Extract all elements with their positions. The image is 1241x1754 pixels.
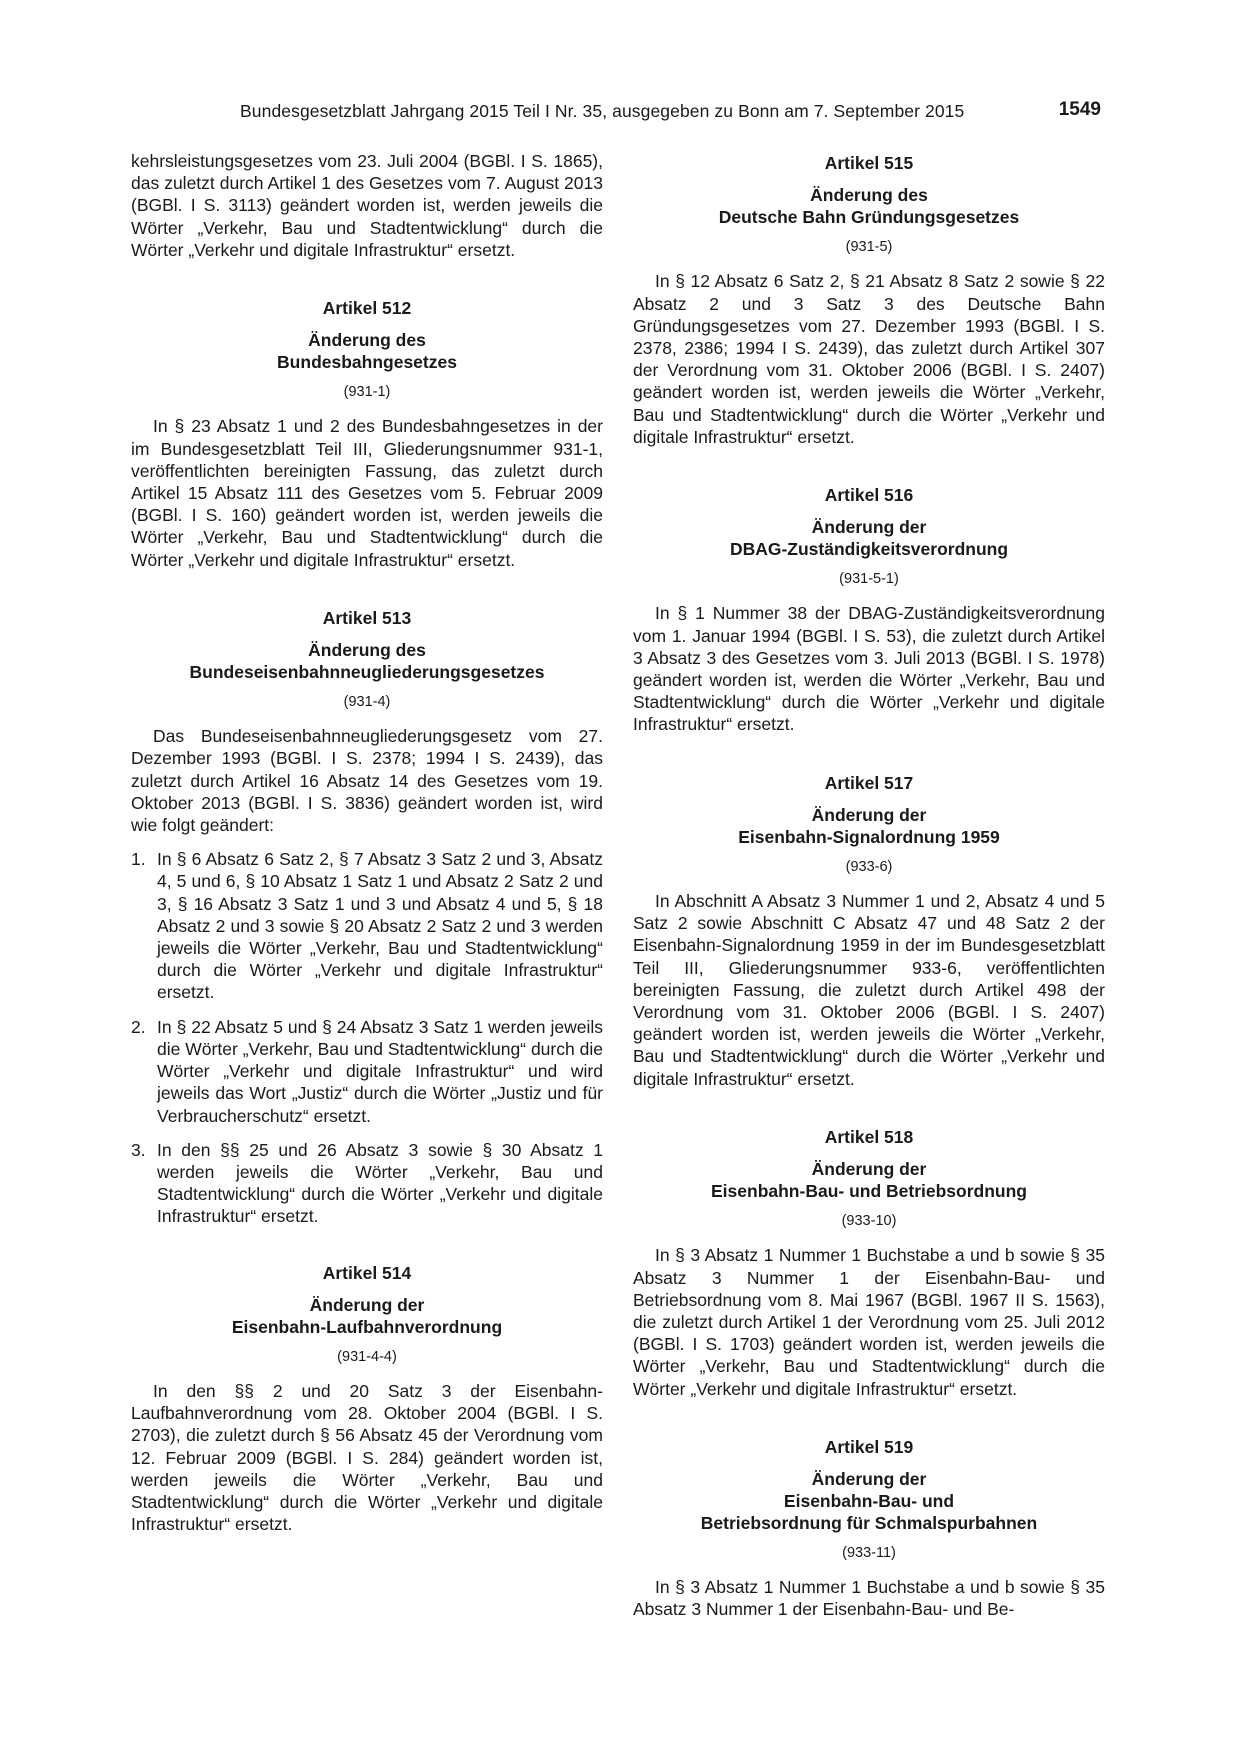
article-heading-line: Eisenbahn-Signalordnung 1959 <box>738 826 1000 847</box>
article-heading <box>633 184 1105 228</box>
article-heading-line: Eisenbahn-Bau- und <box>783 1490 955 1511</box>
list-item <box>131 848 603 1003</box>
article-body: In § 1 Nummer 38 der DBAG-Zuständigkeitsverordnung vom 1. Januar 1994 (BGBl. I S. 53), die zuletzt durch Artikel 3 Absatz 3 des Gesetzes vom 3. Juli 2013 (BGBl. I S. 1978) geändert worden ist, werden die Wörter „Verkehr, Bau und Stadtentwicklung“ durch die Wörter „Verkehr und digitale Infrastruktur“ ersetzt. <box>633 603 1105 735</box>
article-heading-line: Bundeseisenbahnneugliederungsgesetzes <box>189 662 545 683</box>
page-number: 1549 <box>1058 99 1101 120</box>
article-title: Artikel 514 <box>322 1262 412 1283</box>
article-heading-line: Änderung des <box>810 185 928 206</box>
article-512 <box>131 297 603 571</box>
article-title: Artikel 519 <box>824 1436 914 1457</box>
article-code: (933-6) <box>845 858 893 875</box>
article-body: In § 3 Absatz 1 Nummer 1 Buchstabe a und b sowie § 35 Absatz 3 Nummer 1 der Eisenbahn-Bau- und Be- <box>633 1577 1105 1620</box>
amendment-list <box>131 848 603 1227</box>
article-519 <box>633 1436 1105 1621</box>
left-column <box>131 150 603 1535</box>
list-item-text: In den §§ 25 und 26 Absatz 3 sowie § 30 Absatz 1 werden jeweils die Wörter „Verkehr, Bau und Stadtentwicklung“ durch die Wörter „Verkehr und digitale Infrastruktur“ ersetzt. <box>157 1139 603 1227</box>
article-code: (931-5) <box>845 239 893 256</box>
article-body: In den §§ 2 und 20 Satz 3 der Eisenbahn-Laufbahnverordnung vom 28. Oktober 2004 (BGBl. I S. 2703), die zuletzt durch § 56 Absatz 45 der Verordnung vom 12. Februar 2009 (BGBl. I S. 284) geändert worden ist, werden jeweils die Wörter „Verkehr, Bau und Stadtentwicklung“ durch die Wörter „Verkehr und digitale Infrastruktur“ ersetzt. <box>131 1380 603 1535</box>
article-heading <box>131 329 603 373</box>
article-body: In Abschnitt A Absatz 3 Nummer 1 und 2, Absatz 4 und 5 Satz 2 sowie Abschnitt C Absatz 47 und 48 Satz 2 der Eisenbahn-Signalordnung 1959 in der im Bundesgesetzblatt Teil III, Gliederungsnummer 933-6, veröffentlichten bereinigten Fassung, die zuletzt durch Artikel 498 der Verordnung vom 31. Oktober 2006 (BGBl. I S. 2407) geändert worden ist, werden jeweils die Wörter „Verkehr, Bau und Stadtentwicklung“ durch die Wörter „Verkehr und digitale Infrastruktur“ ersetzt. <box>633 891 1105 1089</box>
article-title: Artikel 512 <box>322 298 412 319</box>
article-heading-line: Betriebsordnung für Schmalspurbahnen <box>700 1512 1038 1533</box>
list-item-number: 1. <box>131 849 146 870</box>
article-heading <box>633 1468 1105 1534</box>
article-517 <box>633 772 1105 1090</box>
article-heading <box>633 804 1105 848</box>
article-515 <box>633 152 1105 448</box>
list-item-text: In § 6 Absatz 6 Satz 2, § 7 Absatz 3 Satz 2 und 3, Absatz 4, 5 und 6, § 10 Absatz 1 Satz 1 und Absatz 2 Satz 2 und 3, § 16 Absatz 3 Satz 1 und 3 und Absatz 4 und 5, § 18 Absatz 2 und 3 sowie § 20 Absatz 2 Satz 2 und 3 werden jeweils die Wörter „Verkehr, Bau und Stadtentwicklung“ durch die Wörter „Verkehr und digitale Infrastruktur“ ersetzt. <box>157 849 603 1003</box>
article-code: (931-1) <box>343 384 391 401</box>
article-code: (933-11) <box>842 1544 896 1561</box>
right-column <box>633 152 1105 1621</box>
article-518 <box>633 1126 1105 1400</box>
article-title: Artikel 518 <box>824 1126 914 1147</box>
article-heading <box>633 516 1105 560</box>
article-heading-line: Eisenbahn-Laufbahnverordnung <box>231 1316 503 1337</box>
article-516 <box>633 484 1105 736</box>
article-514 <box>131 1262 603 1536</box>
list-item-text: In § 22 Absatz 5 und § 24 Absatz 3 Satz 1 werden jeweils die Wörter „Verkehr, Bau und Stadtentwicklung“ durch die Wörter „Verkehr und digitale Infrastruktur“ und wird jeweils das Wort „Justiz“ durch die Wörter „Justiz und für Verbraucherschutz“ ersetzt. <box>157 1016 603 1126</box>
article-heading-line: Deutsche Bahn Gründungsgesetzes <box>718 207 1020 228</box>
article-heading-line: Änderung der <box>309 1294 425 1315</box>
article-title: Artikel 516 <box>824 485 914 506</box>
article-heading-line: Änderung der <box>811 1468 927 1489</box>
article-heading-line: Änderung der <box>811 1159 927 1180</box>
article-body: In § 23 Absatz 1 und 2 des Bundesbahngesetzes in der im Bundesgesetzblatt Teil III, Gliederungsnummer 931-1, veröffentlichten bereinigten Fassung, das zuletzt durch Artikel 15 Absatz 111 des Gesetzes vom 5. Februar 2009 (BGBl. I S. 160) geändert worden ist, werden jeweils die Wörter „Verkehr, Bau und Stadtentwicklung“ durch die Wörter „Verkehr und digitale Infrastruktur“ ersetzt. <box>131 416 603 570</box>
article-body: In § 3 Absatz 1 Nummer 1 Buchstabe a und b sowie § 35 Absatz 3 Nummer 1 der Eisenbahn-Bau- und Betriebsordnung vom 8. Mai 1967 (BGBl. 1967 II S. 1563), die zuletzt durch Artikel 1 der Verordnung vom 25. Juli 2012 (BGBl. I S. 1703) geändert worden ist, werden jeweils die Wörter „Verkehr, Bau und Stadtentwicklung“ durch die Wörter „Verkehr und digitale Infrastruktur“ ersetzt. <box>633 1245 1105 1399</box>
list-item <box>131 1016 603 1127</box>
list-item <box>131 1139 603 1228</box>
article-heading-line: Änderung des <box>308 640 426 661</box>
list-item-number: 3. <box>131 1139 146 1160</box>
article-title: Artikel 513 <box>322 607 412 628</box>
article-code: (931-4-4) <box>337 1348 397 1365</box>
article-heading-line: Änderung der <box>811 517 927 538</box>
article-heading <box>131 639 603 683</box>
article-heading-line: Änderung des <box>308 330 426 351</box>
article-513 <box>131 607 603 1228</box>
article-code: (931-5-1) <box>839 571 899 588</box>
continuation-paragraph: kehrsleistungsgesetzes vom 23. Juli 2004 (BGBl. I S. 1865), das zuletzt durch Artikel 1 des Gesetzes vom 7. August 2013 (BGBl. I S. 3113) geändert worden ist, werden jeweils die Wörter „Verkehr, Bau und Stadtentwicklung“ durch die Wörter „Verkehr und digitale Infrastruktur“ ersetzt. <box>131 151 603 260</box>
article-code: (933-10) <box>841 1213 897 1230</box>
article-heading-line: Eisenbahn-Bau- und Betriebsordnung <box>711 1181 1027 1202</box>
article-body: In § 12 Absatz 6 Satz 2, § 21 Absatz 8 Satz 2 sowie § 22 Absatz 2 und 3 Satz 3 des Deutsche Bahn Gründungsgesetzes vom 27. Dezember 1993 (BGBl. I S. 2378, 2386; 1994 I S. 2439), das zuletzt durch Artikel 307 der Verordnung vom 31. Oktober 2006 (BGBl. I S. 2407) geändert worden ist, werden jeweils die Wörter „Verkehr, Bau und Stadtentwicklung“ durch die Wörter „Verkehr und digitale Infrastruktur“ ersetzt. <box>633 271 1105 447</box>
article-heading-line: DBAG-Zuständigkeitsverordnung <box>729 539 1009 560</box>
article-title: Artikel 515 <box>824 153 914 173</box>
article-heading <box>633 1158 1105 1202</box>
article-heading <box>131 1294 603 1338</box>
article-heading-line: Bundesbahngesetzes <box>277 352 457 373</box>
running-header: Bundesgesetzblatt Jahrgang 2015 Teil I Nr. 35, ausgegeben zu Bonn am 7. September 2015 <box>240 101 965 121</box>
article-intro: Das Bundeseisenbahnneugliederungsgesetz vom 27. Dezember 1993 (BGBl. I S. 2378; 1994 I S. 2439), das zuletzt durch Artikel 16 Absatz 14 des Gesetzes vom 19. Oktober 2013 (BGBl. I S. 3836) geändert worden ist, wird wie folgt geändert: <box>131 726 603 836</box>
article-heading-line: Änderung der <box>811 804 927 825</box>
list-item-number: 2. <box>131 1016 146 1037</box>
article-title: Artikel 517 <box>824 772 914 793</box>
article-code: (931-4) <box>343 694 391 711</box>
